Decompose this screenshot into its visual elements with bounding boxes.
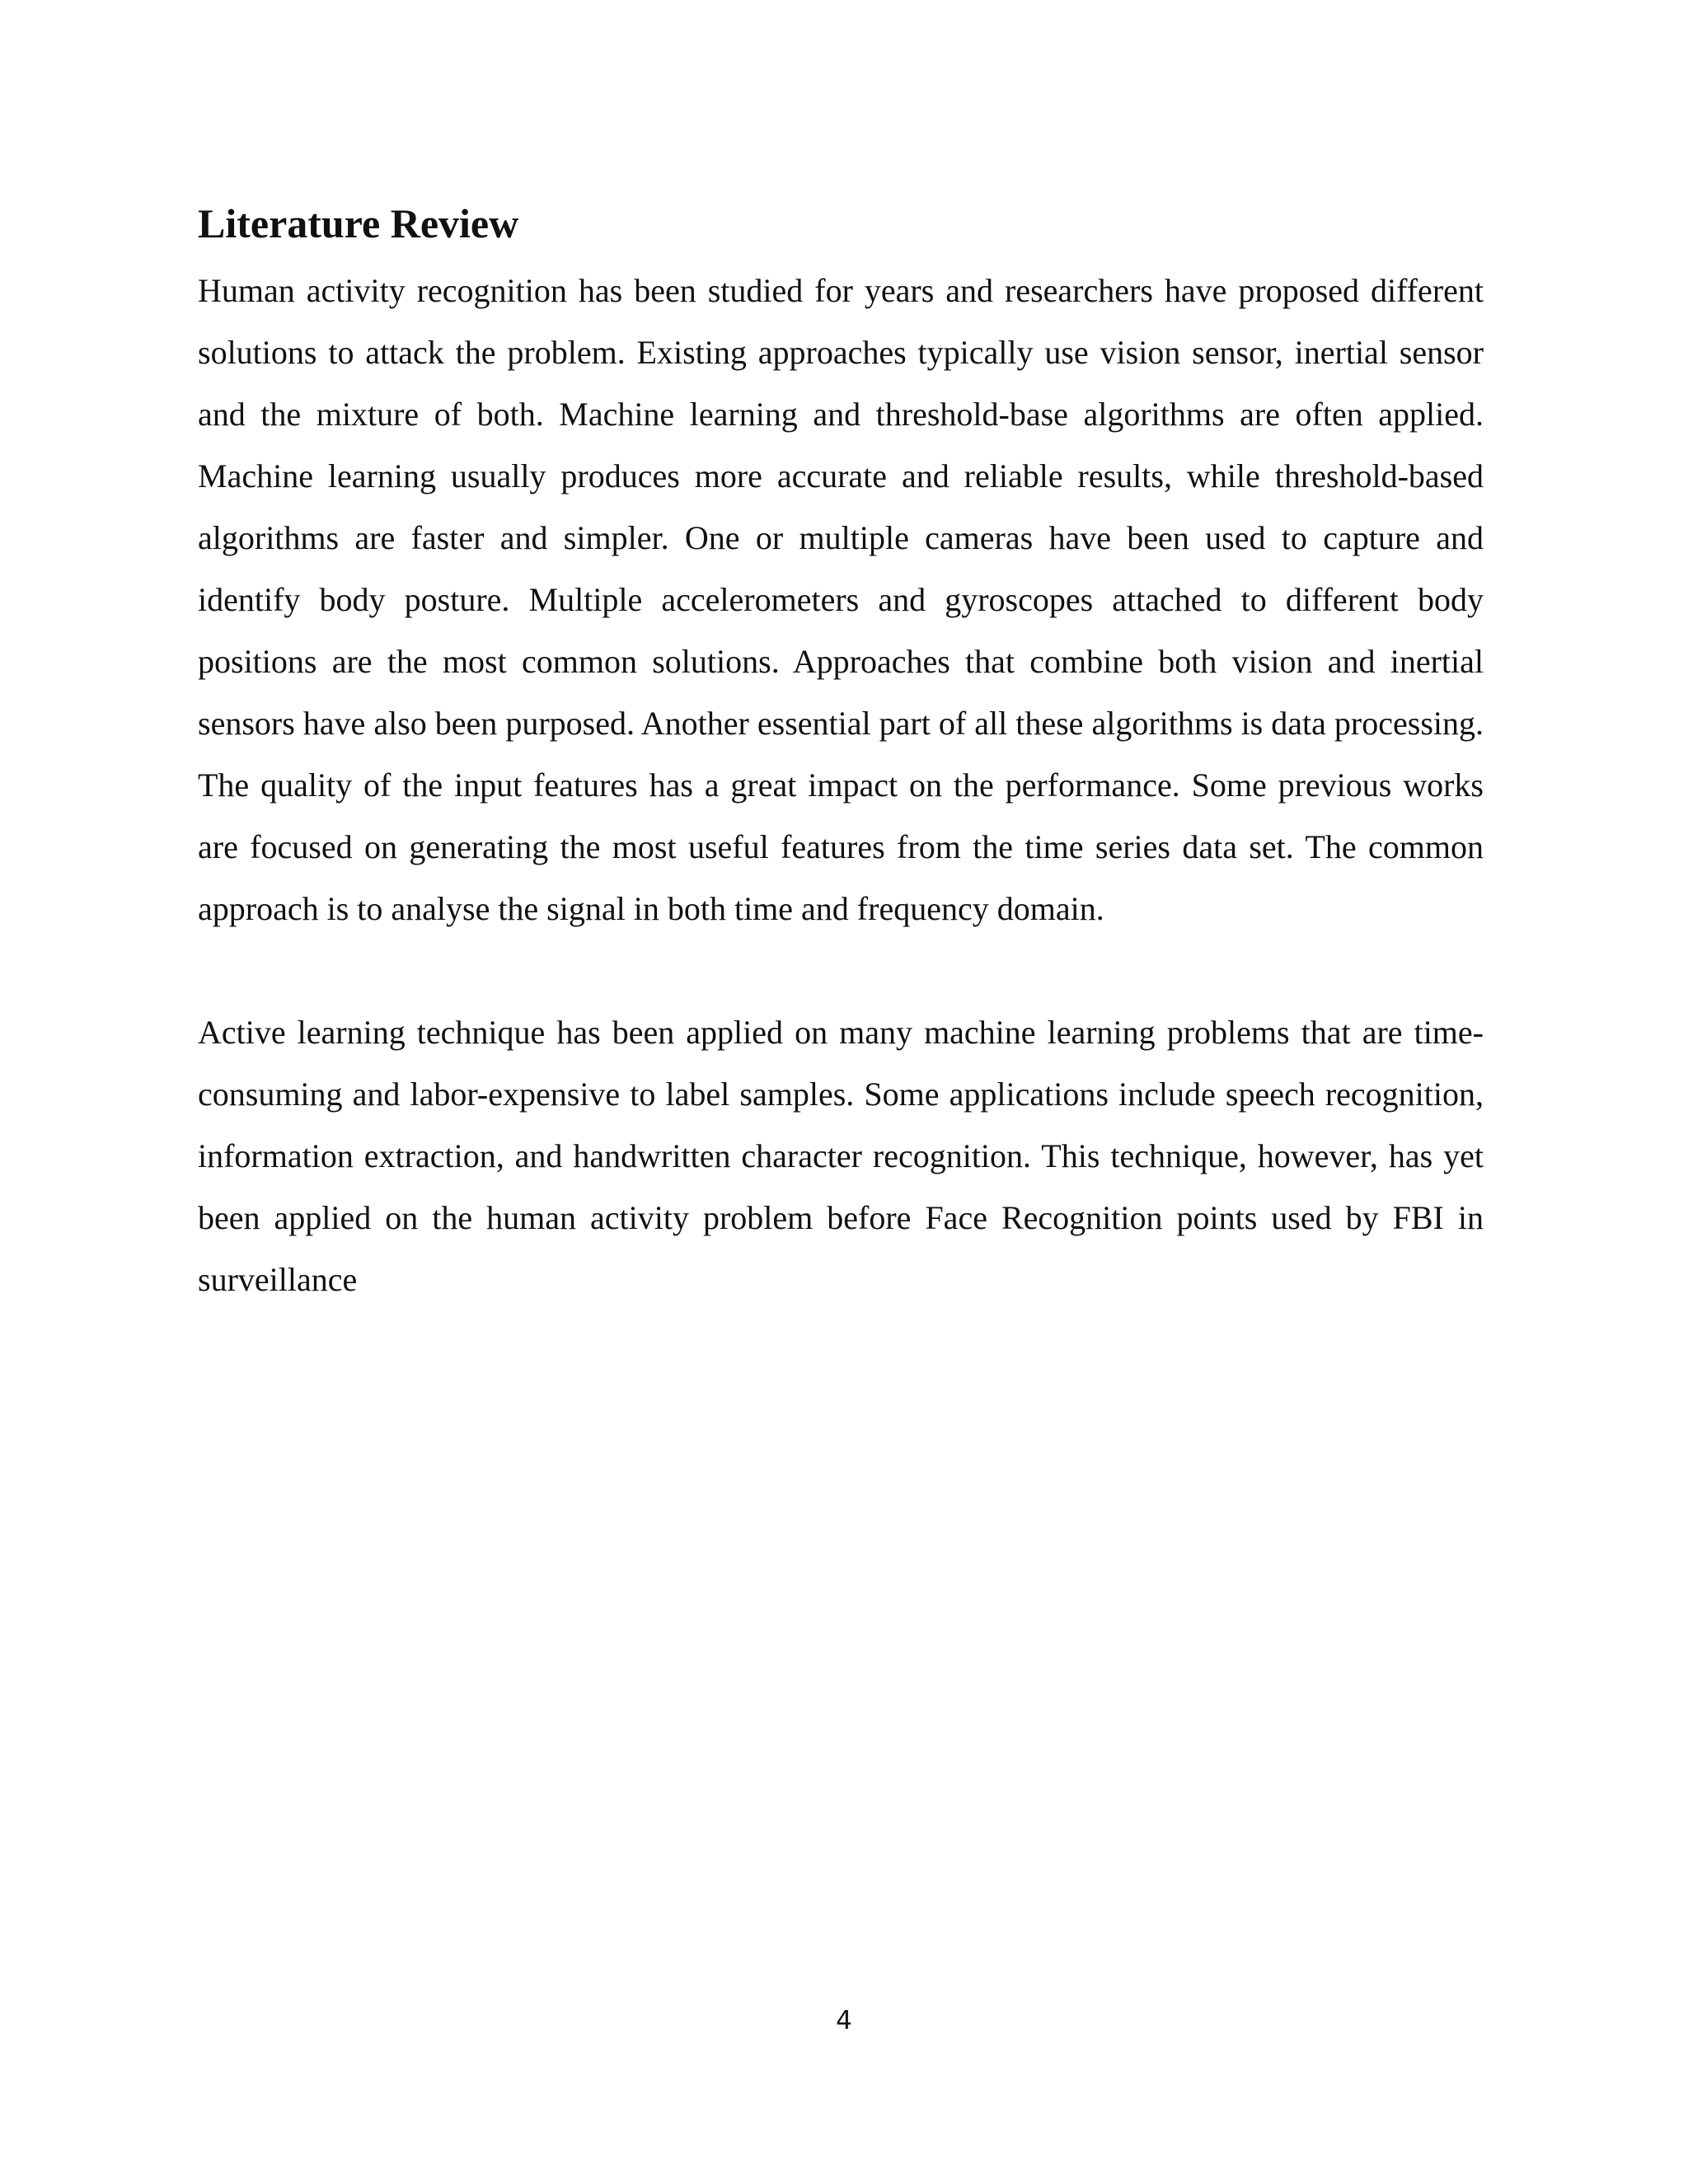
body-paragraph-1: Human activity recognition has been studied for years and researchers have proposed different solutions to attack the problem. Existing approaches typically use vision sensor, inertial sensor and the mixture of both. Machine learning and threshold-base algorithms are often applied. Machine learning usually produces more accurate and reliable results, while threshold-based algorithms are faster and simpler. One or multiple cameras have been used to capture and identify body posture. Multiple accelerometers and gyroscopes attached to different body positions are the most common solutions. Approaches that combine both vision and inertial sensors have also been purposed. Another essential part of all these algorithms is data processing. The quality of the input features has a great impact on the performance. Some previous works are focused on generating the most useful features from the time series data set. The common approach is to analyse the signal in both time and frequency domain. xyxy=(198,272,1484,927)
section-heading: Literature Review xyxy=(198,200,519,246)
page-number: 4 xyxy=(836,2006,852,2036)
body-paragraph-2: Active learning technique has been applied on many machine learning problems that are time-consuming and labor-expensive to label samples. Some applications include speech recognition, information extraction, and handwritten character recognition. This technique, however, has yet been applied on the human activity problem before Face Recognition points used by FBI in surveillance xyxy=(198,1014,1484,1298)
page-content xyxy=(198,194,1484,1310)
